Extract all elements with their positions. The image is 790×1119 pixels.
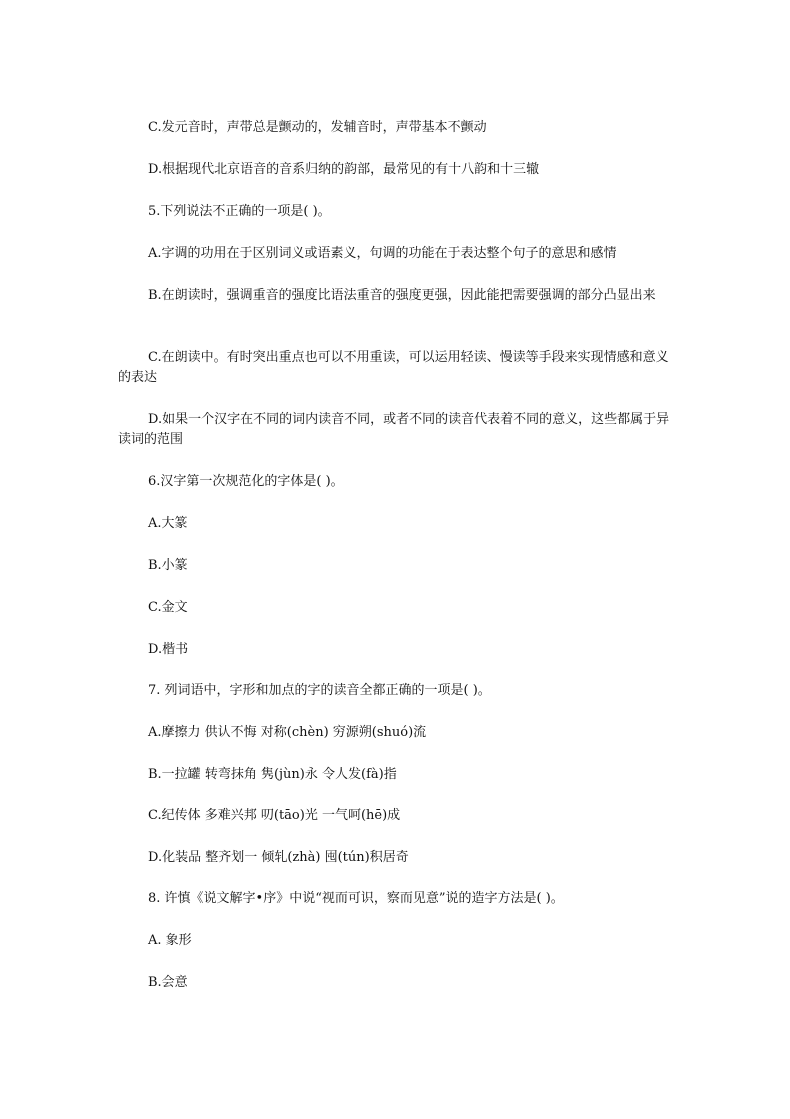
- question-6-option-c: C.金文: [148, 600, 188, 615]
- question-7-option-d: D.化装品 整齐划一 倾轧(zhà) 囤(tún)积居奇: [148, 850, 409, 865]
- question-5-option-b: B.在朗读时，强调重音的强度比语法重音的强度更强，因此能把需要强调的部分凸显出来: [148, 288, 656, 303]
- question-5-option-d: D.如果一个汉字在不同的词内读音不同，或者不同的读音代表着不同的意义，这些都属于异读词的范围: [118, 412, 670, 447]
- question-8: 8. 许慎《说文解字•序》中说“视而可识，察而见意”说的造字方法是( )。: [148, 891, 564, 906]
- question-5: 5.下列说法不正确的一项是( )。: [148, 204, 331, 219]
- question-8-option-a: A. 象形: [148, 933, 192, 948]
- question-6-option-d: D.楷书: [148, 642, 189, 657]
- question-6: 6.汉字第一次规范化的字体是( )。: [148, 474, 344, 489]
- question-5-option-a: A.字调的功用在于区别词义或语素义，句调的功能在于表达整个句子的意思和感情: [148, 246, 617, 261]
- option-c-vowel-consonant: C.发元音时，声带总是颤动的，发辅音时，声带基本不颤动: [148, 120, 487, 135]
- question-6-option-b: B.小篆: [148, 558, 188, 573]
- question-8-option-b: B.会意: [148, 975, 188, 990]
- question-7-option-a: A.摩擦力 供认不悔 对称(chèn) 穷源朔(shuó)流: [148, 725, 427, 740]
- question-7-option-b: B.一拉罐 转弯抹角 隽(jùn)永 令人发(fà)指: [148, 767, 397, 782]
- question-7-option-c: C.纪传体 多难兴邦 叨(tāo)光 一气呵(hē)成: [148, 808, 401, 823]
- question-7: 7. 列词语中，字形和加点的字的读音全都正确的一项是( )。: [148, 683, 491, 698]
- question-5-option-c: C.在朗读中。有时突出重点也可以不用重读，可以运用轻读、慢读等手段来实现情感和意义的表达: [118, 350, 669, 385]
- option-d-rhyme-groups: D.根据现代北京语音的音系归纳的韵部，最常见的有十八韵和十三辙: [148, 162, 540, 177]
- question-6-option-a: A.大篆: [148, 516, 188, 531]
